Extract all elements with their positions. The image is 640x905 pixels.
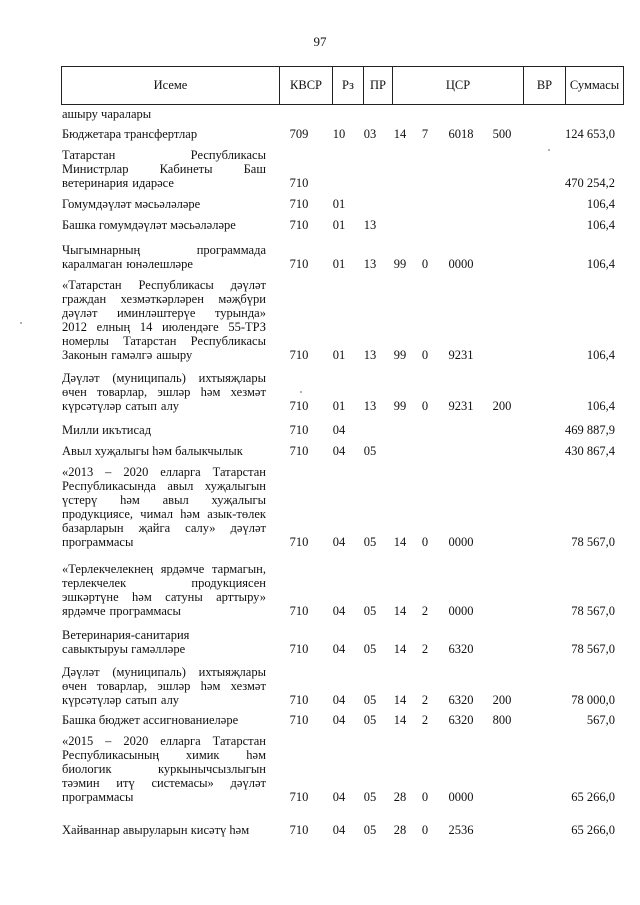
- cell-c1: 14: [393, 642, 407, 656]
- cell-c1: 99: [393, 348, 407, 362]
- row-name-word: –: [105, 734, 112, 748]
- row-name-word: «Терлекчелекнең: [62, 562, 154, 576]
- row-name-word: Республикасында: [62, 479, 156, 493]
- row-name-line: [62, 371, 266, 385]
- row-name: [62, 713, 238, 727]
- row-name-line: [62, 535, 266, 549]
- cell-kvsr: 710: [289, 790, 309, 804]
- cell-kvsr: 710: [289, 197, 309, 211]
- cell-rz: 04: [332, 642, 346, 656]
- cell-rz: 01: [332, 218, 346, 232]
- cell-kvsr: 710: [289, 604, 309, 618]
- header-csr: ЦСР: [393, 67, 524, 104]
- row-name-line: Башка бюджет ассигнованиеләре: [62, 713, 239, 727]
- row-name: [62, 127, 197, 141]
- cell-c2: 0: [421, 257, 429, 271]
- row-name-word: мәҗбүри: [218, 292, 266, 306]
- cell-rz: 01: [332, 348, 346, 362]
- row-name-word: тәэмин: [62, 776, 100, 790]
- row-name-word: тармагын,: [212, 562, 266, 576]
- cell-c2: 2: [421, 604, 429, 618]
- row-name-line: [62, 790, 266, 804]
- row-name: [62, 371, 266, 413]
- row-name-word: һәм: [200, 385, 221, 399]
- row-name-word: ихтыяҗлары: [198, 371, 266, 385]
- row-name-word: арттыру»: [216, 590, 266, 604]
- cell-vr: 200: [492, 693, 512, 707]
- cell-c2: 7: [421, 127, 429, 141]
- row-name-line: савыктыруы гамәлләре: [62, 642, 186, 656]
- cell-pr: 13: [363, 399, 377, 413]
- cell-rz: 04: [332, 693, 346, 707]
- row-name-word: елның: [96, 320, 131, 334]
- row-name-line: [62, 243, 266, 257]
- row-name-word: ашыру: [156, 348, 193, 362]
- row-name: [62, 243, 266, 271]
- row-name-word: продукциясен: [191, 576, 266, 590]
- row-name: [62, 278, 266, 362]
- cell-pr: 13: [363, 348, 377, 362]
- cell-kvsr: 710: [289, 257, 309, 271]
- row-name-word: дәүләт: [230, 776, 266, 790]
- row-name-word: –: [105, 465, 112, 479]
- row-name-word: Кабинеты: [159, 162, 213, 176]
- row-name-line: Хайваннар авыруларын кисәтү һәм: [62, 823, 250, 837]
- row-name-word: дәүләт: [230, 521, 266, 535]
- row-name-line: [62, 693, 266, 707]
- header-rz: Рз: [333, 67, 364, 104]
- row-name-word: Республикасы: [190, 334, 266, 348]
- row-name-word: авыл: [167, 479, 194, 493]
- row-name-word: һәм: [200, 679, 221, 693]
- row-name-line: Бюджетара трансфертлар: [62, 127, 198, 141]
- row-name-word: программада: [196, 243, 266, 257]
- row-name-line: [62, 604, 266, 618]
- row-name-word: ярдәмче: [160, 562, 205, 576]
- row-name-line: [62, 576, 266, 590]
- row-name-line: [62, 348, 266, 362]
- cell-c3: 6320: [448, 693, 474, 707]
- cell-sum: 106,4: [586, 348, 615, 362]
- row-name-word: Татарстан: [212, 734, 266, 748]
- row-name-line: [62, 465, 266, 479]
- header-kvsr: КВСР: [280, 67, 333, 104]
- cell-kvsr: 710: [289, 693, 309, 707]
- row-name-line: [62, 306, 266, 320]
- cell-c2: 0: [421, 348, 429, 362]
- cell-vr: 500: [492, 127, 512, 141]
- row-name-word: хезмәт: [230, 679, 266, 693]
- row-name-word: дәүләт: [230, 278, 266, 292]
- row-name-word: товарлар,: [97, 679, 148, 693]
- cell-c3: 6320: [448, 713, 474, 727]
- row-name: [62, 628, 189, 656]
- cell-c3: 0000: [448, 604, 474, 618]
- cell-kvsr: 709: [289, 127, 309, 141]
- row-name-word: өчен: [62, 385, 87, 399]
- row-name-word: җайга: [138, 521, 171, 535]
- row-name: [62, 823, 249, 837]
- row-name-word: биологик: [62, 762, 112, 776]
- row-name-word: сатуны: [165, 590, 203, 604]
- header-vr: ВР: [524, 67, 566, 104]
- row-name: [62, 423, 151, 437]
- row-name-word: эшләр: [157, 679, 191, 693]
- row-name: [62, 218, 236, 232]
- cell-kvsr: 710: [289, 399, 309, 413]
- row-name-word: «2013: [62, 465, 94, 479]
- row-name-word: һәм: [180, 507, 200, 521]
- row-name-line: Гомумдәүләт мәсьәләләре: [62, 197, 201, 211]
- row-name-word: (муниципаль): [112, 665, 186, 679]
- row-name-word: номерлы: [62, 334, 109, 348]
- row-name-line: [62, 257, 266, 271]
- row-name: [62, 444, 243, 458]
- row-name-word: базарларын: [62, 521, 124, 535]
- cell-sum: 106,4: [586, 197, 615, 211]
- cell-pr: 05: [363, 713, 377, 727]
- row-name-line: [62, 521, 266, 535]
- cell-rz: 10: [332, 127, 346, 141]
- cell-pr: 05: [363, 693, 377, 707]
- cell-vr: 800: [492, 713, 512, 727]
- row-name-word: куркынычсызлыгын: [158, 762, 266, 776]
- row-name-line: [62, 399, 266, 413]
- row-name-word: ярдәмче: [62, 604, 106, 618]
- row-name-line: [62, 334, 266, 348]
- cell-rz: 04: [332, 713, 346, 727]
- row-name-word: продукциясе,: [62, 507, 134, 521]
- row-name-word: дәүләт: [62, 306, 98, 320]
- row-name: [62, 148, 266, 190]
- row-name-word: Дәүләт: [62, 371, 100, 385]
- row-name-line: [62, 176, 266, 190]
- row-name-line: [62, 776, 266, 790]
- cell-c2: 0: [421, 535, 429, 549]
- cell-pr: 05: [363, 642, 377, 656]
- row-name-word: елларга: [160, 734, 201, 748]
- row-name: [62, 197, 200, 211]
- cell-c1: 14: [393, 127, 407, 141]
- header-sum: Суммасы: [569, 78, 620, 92]
- cell-c2: 0: [421, 823, 429, 837]
- row-name-word: 2020: [123, 465, 149, 479]
- cell-sum: 78 567,0: [571, 535, 615, 549]
- cell-c3: 0000: [448, 790, 474, 804]
- row-name: [62, 734, 266, 804]
- header-pr: ПР: [364, 67, 393, 104]
- cell-c2: 0: [421, 399, 429, 413]
- cell-pr: 05: [363, 535, 377, 549]
- row-name-word: идарәсе: [132, 176, 174, 190]
- row-name-word: азык-төлек: [207, 507, 266, 521]
- cell-rz: 01: [332, 257, 346, 271]
- row-name-word: алу: [160, 399, 180, 413]
- cell-c1: 14: [393, 604, 407, 618]
- cell-rz: 04: [332, 535, 346, 549]
- row-name-word: алу: [160, 693, 180, 707]
- cell-sum: 78 000,0: [571, 693, 615, 707]
- row-name-word: товарлар,: [97, 385, 148, 399]
- row-name-word: «Татарстан: [62, 278, 122, 292]
- row-name-word: «2015: [62, 734, 94, 748]
- cell-rz: 04: [332, 604, 346, 618]
- row-name-line: Башка гомумдәүләт мәсьәләләре: [62, 218, 236, 232]
- row-name-word: Республикасы: [138, 278, 214, 292]
- cell-kvsr: 710: [289, 713, 309, 727]
- cell-kvsr: 710: [289, 176, 309, 190]
- row-name-word: салу»: [185, 521, 216, 535]
- row-name-word: 2012: [62, 320, 87, 334]
- row-name-line: [62, 507, 266, 521]
- row-name-word: программасы: [109, 604, 181, 618]
- row-name-word: чимал: [140, 507, 173, 521]
- cell-sum: 567,0: [586, 713, 615, 727]
- row-name-word: Чыгымнарның: [62, 243, 141, 257]
- cell-c3: 0000: [448, 535, 474, 549]
- row-name-line: [62, 385, 266, 399]
- row-name: [62, 665, 266, 707]
- header-name: Исеме: [62, 67, 280, 104]
- row-name-word: үстерү: [62, 493, 98, 507]
- row-name-word: терлекчелек: [62, 576, 127, 590]
- row-name-word: ветеринария: [62, 176, 129, 190]
- row-name-word: программасы: [62, 790, 134, 804]
- cell-c1: 99: [393, 257, 407, 271]
- cell-rz: 01: [332, 197, 346, 211]
- scan-speck: [548, 149, 550, 151]
- row-name-word: Республикасының: [62, 748, 160, 762]
- row-name-word: Дәүләт: [62, 665, 100, 679]
- row-name-word: программасы: [62, 535, 134, 549]
- cell-pr: 05: [363, 604, 377, 618]
- cell-c1: 14: [393, 713, 407, 727]
- row-name-word: юнәлешләре: [126, 257, 193, 271]
- cell-pr: 05: [363, 823, 377, 837]
- row-name-word: Татарстан: [212, 465, 266, 479]
- row-name-line: [62, 562, 266, 576]
- row-name-word: (муниципаль): [112, 371, 186, 385]
- row-name-word: сатып: [125, 693, 157, 707]
- cell-c1: 28: [393, 790, 407, 804]
- row-name-word: һәм: [246, 748, 266, 762]
- row-name-line: [62, 320, 266, 334]
- cell-pr: 13: [363, 218, 377, 232]
- row-name-word: системасы»: [151, 776, 214, 790]
- cell-sum: 124 653,0: [565, 127, 615, 141]
- cell-rz: 04: [332, 423, 346, 437]
- cell-c2: 2: [421, 693, 429, 707]
- cell-rz: 01: [332, 399, 346, 413]
- row-name: [62, 562, 266, 618]
- row-name-word: Баш: [243, 162, 266, 176]
- row-name-word: авыл: [162, 493, 189, 507]
- row-name-line: [62, 162, 266, 176]
- row-name-word: эшкәртүне: [62, 590, 119, 604]
- cell-rz: 04: [332, 444, 346, 458]
- cell-sum: 78 567,0: [571, 642, 615, 656]
- row-name: [62, 107, 151, 121]
- row-name-line: [62, 590, 266, 604]
- row-name-word: гамәлгә: [111, 348, 153, 362]
- cell-c1: 14: [393, 535, 407, 549]
- cell-rz: 04: [332, 823, 346, 837]
- cell-kvsr: 710: [289, 348, 309, 362]
- cell-c3: 9231: [448, 399, 474, 413]
- cell-pr: 05: [363, 444, 377, 458]
- cell-sum: 78 567,0: [571, 604, 615, 618]
- row-name-word: хуҗалыгы: [211, 493, 266, 507]
- cell-pr: 03: [363, 127, 377, 141]
- scan-speck: [20, 322, 22, 324]
- row-name-word: граждан: [62, 292, 107, 306]
- row-name-word: сатып: [125, 399, 157, 413]
- cell-sum: 106,4: [586, 399, 615, 413]
- cell-kvsr: 710: [289, 218, 309, 232]
- row-name-line: [62, 479, 266, 493]
- row-name-line: [62, 493, 266, 507]
- row-name-line: [62, 679, 266, 693]
- row-name-word: Республикасы: [190, 148, 266, 162]
- row-name-word: июлендәге: [162, 320, 219, 334]
- row-name-word: химик: [185, 748, 220, 762]
- cell-sum: 106,4: [586, 218, 615, 232]
- cell-c3: 6018: [448, 127, 474, 141]
- row-name-line: Авыл хуҗалыгы һәм балыкчылык: [62, 444, 243, 458]
- table-header: [61, 66, 624, 105]
- row-name-word: һәм: [132, 590, 152, 604]
- cell-sum: 65 266,0: [571, 790, 615, 804]
- row-name-word: өчен: [62, 679, 87, 693]
- row-name-word: итү: [116, 776, 135, 790]
- cell-c2: 0: [421, 790, 429, 804]
- cell-rz: 04: [332, 790, 346, 804]
- row-name-line: [62, 665, 266, 679]
- cell-c3: 6320: [448, 642, 474, 656]
- cell-pr: 13: [363, 257, 377, 271]
- row-name-word: турында»: [214, 306, 266, 320]
- row-name-word: Законын: [62, 348, 108, 362]
- cell-c1: 14: [393, 693, 407, 707]
- cell-kvsr: 710: [289, 642, 309, 656]
- row-name-line: [62, 278, 266, 292]
- row-name-line: Милли икътисад: [62, 423, 152, 437]
- cell-sum: 106,4: [586, 257, 615, 271]
- scan-speck: [300, 391, 302, 393]
- row-name-word: хезмәт: [230, 385, 266, 399]
- cell-kvsr: 710: [289, 823, 309, 837]
- row-name-word: Татарстан: [123, 334, 177, 348]
- cell-c1: 28: [393, 823, 407, 837]
- cell-c2: 2: [421, 642, 429, 656]
- cell-c3: 2536: [448, 823, 474, 837]
- row-name-word: елларга: [160, 465, 201, 479]
- row-name-line: [62, 748, 266, 762]
- row-name-line: [62, 762, 266, 776]
- row-name-word: Татарстан: [62, 148, 116, 162]
- cell-sum: 65 266,0: [571, 823, 615, 837]
- row-name-word: күрсәтүләр: [62, 693, 122, 707]
- page-number: 97: [313, 34, 327, 49]
- row-name-word: хезмәткәрләрен: [120, 292, 204, 306]
- row-name-line: Ветеринария-санитария: [62, 628, 190, 642]
- row-name-line: [62, 734, 266, 748]
- row-name-word: ихтыяҗлары: [198, 665, 266, 679]
- cell-c2: 2: [421, 713, 429, 727]
- row-name-line: ашыру чаралары: [62, 107, 152, 121]
- cell-pr: 05: [363, 790, 377, 804]
- cell-kvsr: 710: [289, 535, 309, 549]
- row-name-line: [62, 148, 266, 162]
- row-name-word: 14: [139, 320, 153, 334]
- row-name-word: Министрлар: [62, 162, 129, 176]
- cell-kvsr: 710: [289, 444, 309, 458]
- cell-c3: 0000: [448, 257, 474, 271]
- row-name-word: 55-ТРЗ: [228, 320, 266, 334]
- cell-kvsr: 710: [289, 423, 309, 437]
- cell-vr: 200: [492, 399, 512, 413]
- row-name-word: күрсәтүләр: [62, 399, 122, 413]
- row-name-line: [62, 292, 266, 306]
- row-name-word: хуҗалыгын: [204, 479, 266, 493]
- row-name-word: иминләштерүе: [116, 306, 196, 320]
- row-name-word: һәм: [120, 493, 140, 507]
- cell-sum: 430 867,4: [565, 444, 615, 458]
- row-name-word: эшләр: [157, 385, 191, 399]
- cell-c1: 99: [393, 399, 407, 413]
- row-name-word: 2020: [123, 734, 149, 748]
- cell-c3: 9231: [448, 348, 474, 362]
- cell-sum: 470 254,2: [565, 176, 615, 190]
- cell-sum: 469 887,9: [565, 423, 615, 437]
- row-name: [62, 465, 266, 549]
- row-name-word: каралмаган: [62, 257, 123, 271]
